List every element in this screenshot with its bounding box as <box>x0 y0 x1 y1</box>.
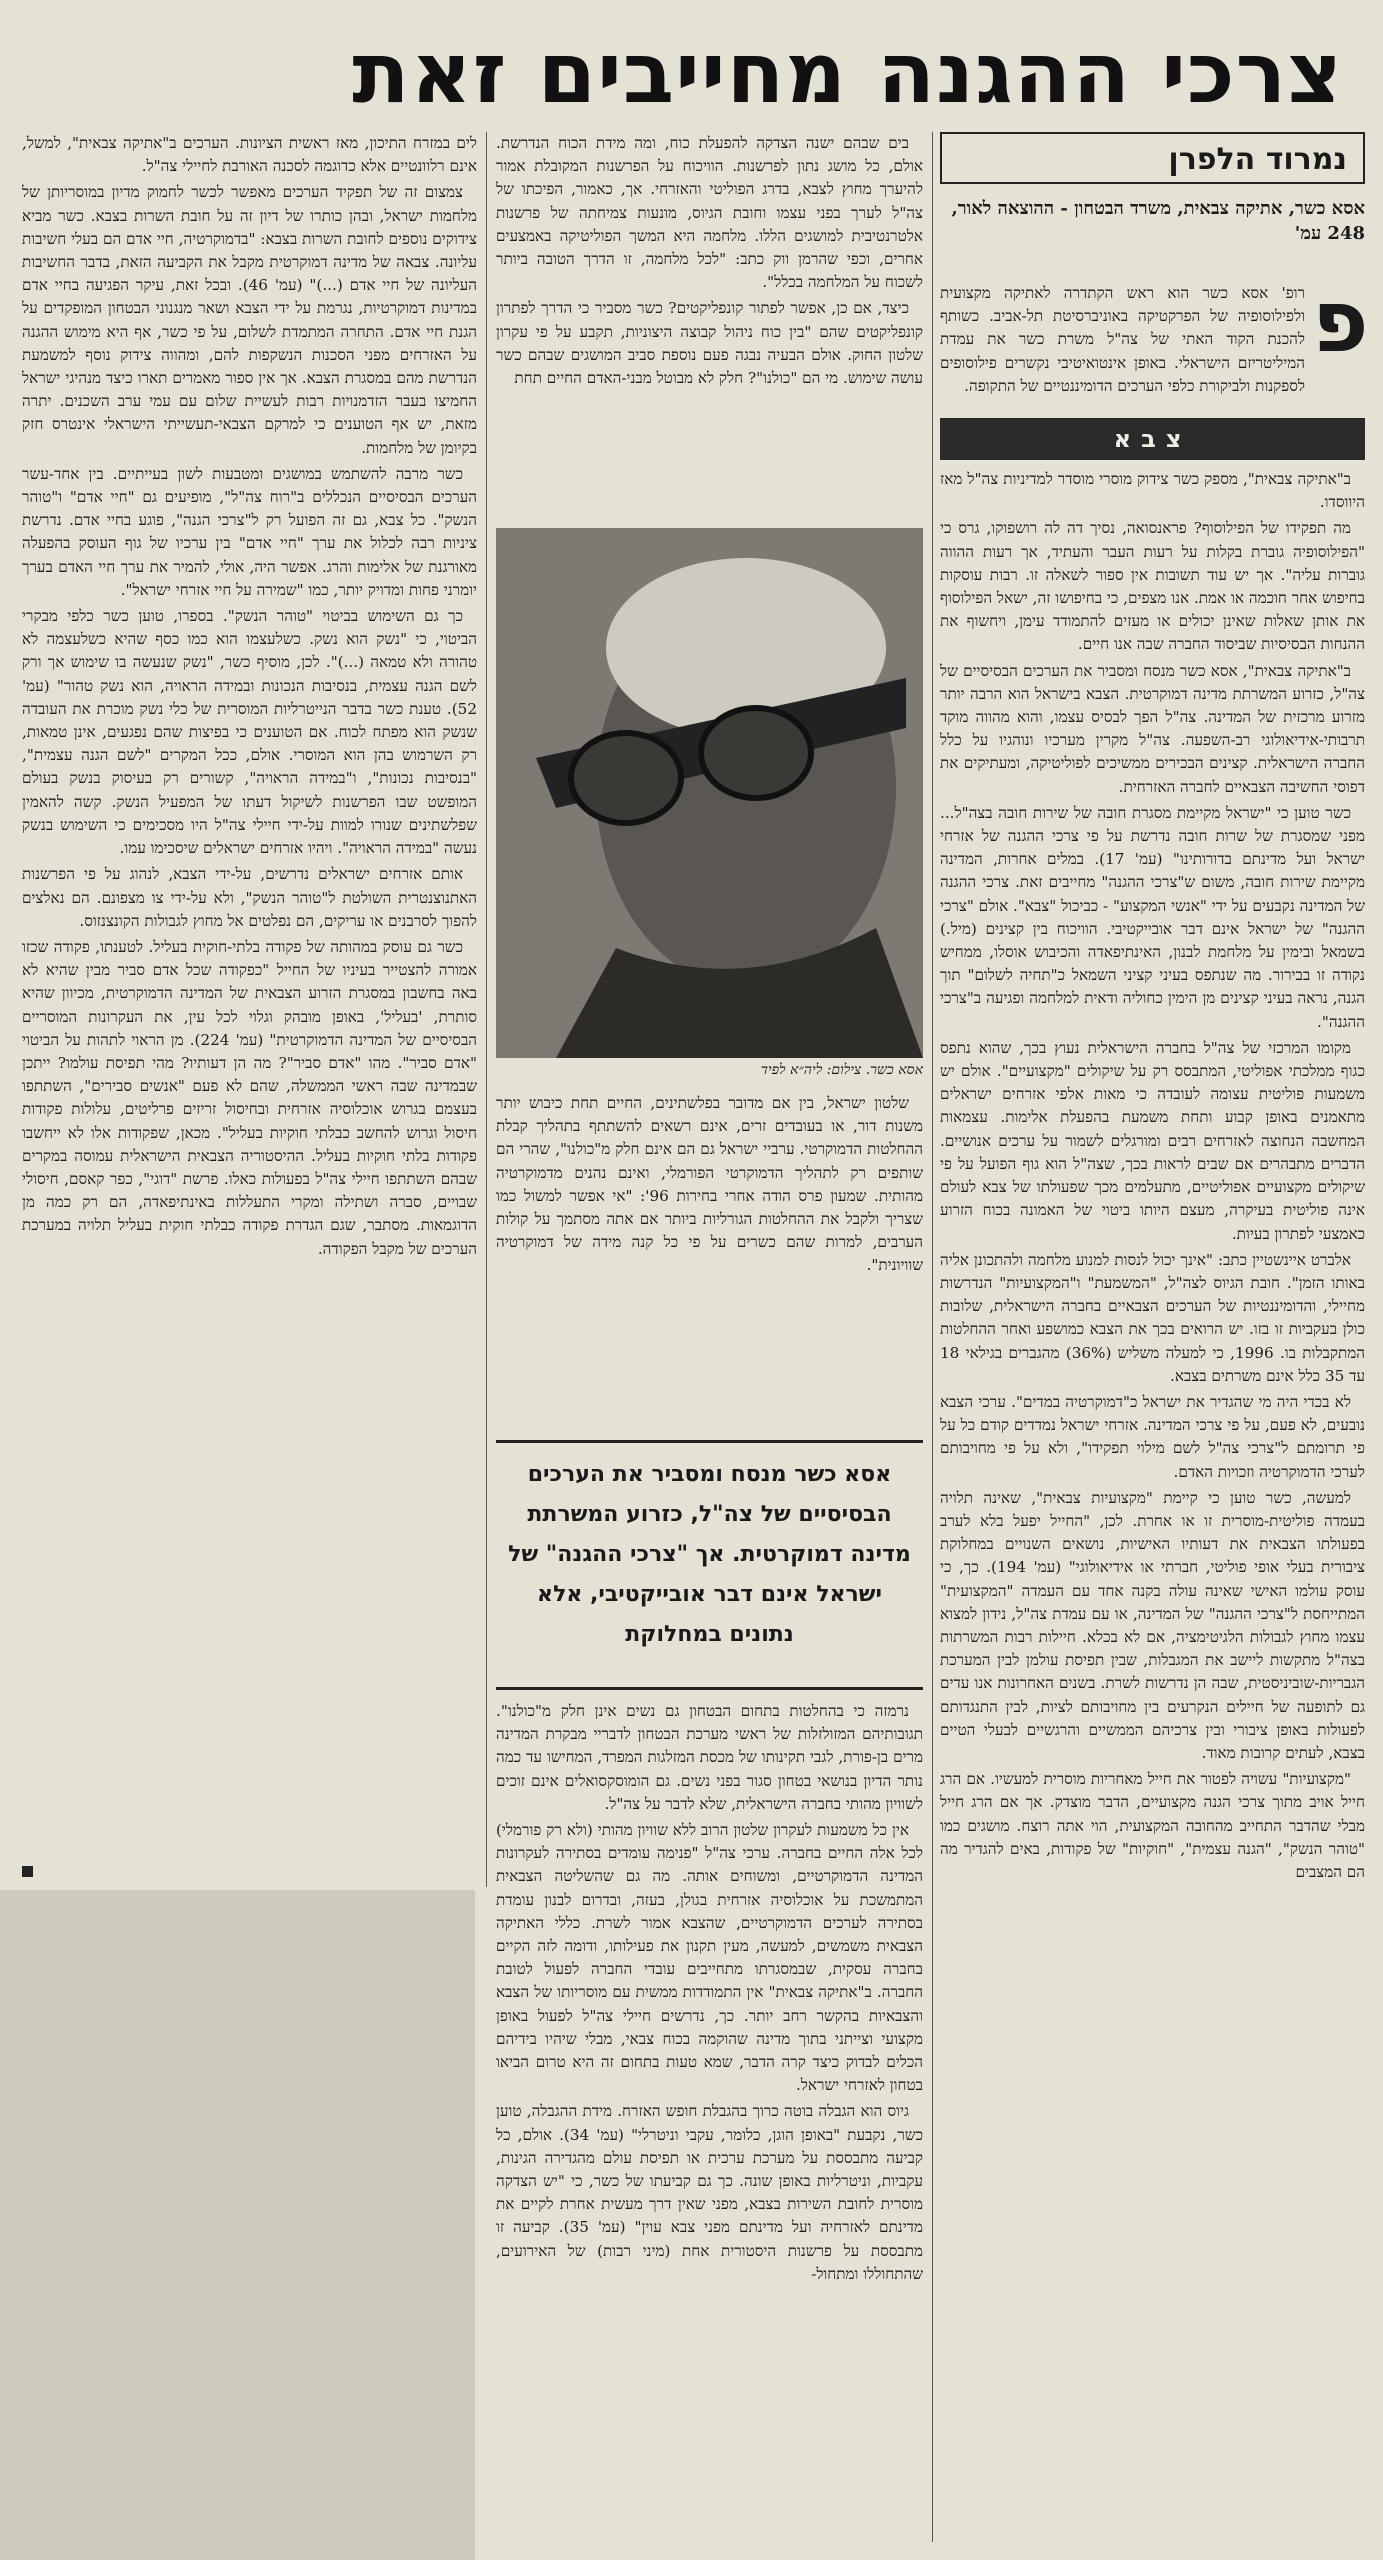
paragraph: מה תפקידו של הפילוסוף? פראנסואה, נסיך דה לה רושפוקו, גרס כי "הפילוסופיה גוברת בקלות על רעות העבר והעתיד, אך רעות ההווה גוברות עליה". אך יש עוד תשובות אין ספור לשאלה זו. רבות עוסקות בחיפוש אחר חוכמה או אמת. אנו מצפים, כי בחיפושו זה, ישאל הפילוסוף את אותן שאלות שאינן יכולים או מעזים להתמודד עימן, ויחשוף את ההנחות הבסיסיות שביסוד החברה שבה אנו חיים. <box>940 519 1365 654</box>
headline: צרכי ההגנה מחייבים זאת <box>352 24 1343 122</box>
paragraph: לא בכדי היה מי שהגדיר את ישראל כ"דמוקרטיה במדים". ערכי הצבא נובעים, לא פעם, על פי צרכי המדינה. אזרחי ישראל נמדדים קודם כל על פי תרומתם ל"צרכי צה"ל לשם מילוי תפקידו", ולא על פי מחויבותם לערכי הדמוקרטיה וזכויות האדם. <box>940 1392 1365 1481</box>
paragraph: צמצום זה של תפקיד הערכים מאפשר לכשר לחמוק מדיון במוסריותן של מלחמות ישראל, ובהן כותרו של דיון זה על חובת השרות בצבא. כשר מביא צידוקים נוספים לחובת השרות בצבא: "בדמוקרטיה, חיי אדם הם בעלי חשיבות עליונה. צבאה של מדינה דמוקרטית מקבל את הקביעה הזאת, בדבר החשיבות העליונה של חיי אדם (...)" (עמ' 46). ובכל זאת, עיקר הפגיעה בחיי אדם במדינות דמוקרטיות, נגרמת על ידי הצבא ושאר מנגנוני הבטחון המופקדים על הגנת חיי אדם. התחרה המתמדת לשלום, על פי כשר, אף היא מימוש ההגנה על האזרחים מפני הסכנות הנשקפות להם, ומהווה צידוק נוסף למשמעת הנדרשת מהם במסגרת הצבא. אך אין ספור מאמרים תארו כיצד מנהיגי ישראל החמיצו בעבר הזדמנויות רבות לעשיית שלום עם עמי ערב השכנים. יתרה מזאת, יש אף הטוענים כי למרקם הצבאי-תעשייתי הישראלי אינטרס חזק בקיומן של מלחמות. <box>22 183 477 457</box>
middle-column-bottom <box>496 1700 923 2550</box>
end-of-article-mark <box>22 1866 33 1877</box>
photo-caption: אסא כשר. צילום: ליה״א לפיד <box>760 1062 923 1078</box>
section-label: צבא <box>940 418 1365 460</box>
middle-column-top <box>496 132 923 522</box>
book-info: אסא כשר, אתיקה צבאית, משרד הבטחון - ההוצאה לאור, 248 עמ' <box>951 198 1365 244</box>
paragraph: נרמזה כי בהחלטות בתחום הבטחון גם נשים אינן חלק מ"כולנו". תגובותיהם המזולזלות של ראשי מערכת הבטחון לדבריי מבקרת המדינה מרים בן-פורת, לגבי תקינותו של מכסת המזלגות המפרד, המחישו עד כמה נותר הדיון בנושאי בטחון סגור בפני נשים. גם הומוסקסואלים אינם זוכים לשוויון מהותי בחברה הישראלית, שלא לדבר על צה"ל. <box>496 1702 923 1813</box>
left-column <box>22 132 477 1877</box>
middle-column-mid <box>496 1092 923 1432</box>
paragraph: אותם אזרחים ישראלים נדרשים, על-ידי הצבא, לנהוג על פי הפרשנות האתנוצנטרית השולטת ל"טוהר הנשק", ולא על-ידי צו מצפונם. הם נאלצים להפוך לסרבנים או עריקים, הם נפלטים אל מחוץ לגבולות הקונצנזוס. <box>22 865 477 930</box>
paragraph: "מקצועיות" עשויה לפטור את חייל מאחריות מוסרית למעשיו. אם הרג חייל אויב מתוך צרכי הגנה מקצועיים, הדבר מוצדק. אך אם הרג חייל מבלי שהדבר התחייב מהחובה המקצועית, הוי אתה רוצח. מושגים כמו "טוהר הנשק", "הגנה עצמית", "חוקיות" של פקודות, באים להגדיר מה הם המצבים <box>940 1770 1365 1881</box>
torn-paper-edge <box>0 1890 475 2560</box>
portrait-image <box>496 528 923 1058</box>
paragraph: שלטון ישראל, בין אם מדובר בפלשתינים, החיים תחת כיבוש יותר משנות דור, או בעובדים זרים, אינם רשאים להשתתף בתהליך קבלת ההחלטות הדמוקרטי. ערביי ישראל גם הם אינם חלק מ"כולנו", שהרי הם שותפים רק לתהליך הדמוקרטי הפורמלי, ואינם נהנים מדמוקרטיה מהותית. שמעון פרס הודה אחרי בחירות 96': "אי אפשר למשול כמו שצריך ולקבל את ההחלטות הגורליות ביותר אם אתה מסתמך על קולות הערבים, למרות שהם כשרים על פי כל קנה מידה של דמוקרטיה שוויונית". <box>496 1094 923 1275</box>
paragraph: כשר טוען כי "ישראל מקיימת מסגרת חובה של שירות חובה בצה"ל... מפני שמסגרת של שרות חובה נדרשת על פי צרכי ההגנה של אזרחי ישראל ועל מדינתם בדורותינו" (עמ' 17). במלים אחרות, המדינה מקיימת שירות חובה, משום ש"צרכי ההגנה" מחייבים זאת. צרכי ההגנה של המדינה נקבעים על ידי "אנשי המקצוע" - כביכול "צבא". אולם "צרכי ההגנה" של ישראל אינם דבר אובייקטיבי. הוויכוח בין קצינים (מיל.) בשמאל ובימין על מלחמת לבנון, האינתיפאדה והכיבוש אוסלו, ממחיש נקודה זו בבירור. מה שנתפס בעיני קציני השמאל כ"תחיה לשלום" תוך הגנה, נראה בעיני קצינים מן הימין כחוליה ודאית למלחמה ופגיעה ב"צרכי ההגנה". <box>940 803 1365 1031</box>
paragraph: אין כל משמעות לעקרון שלטון הרוב ללא שוויון מהותי (ולא רק פורמלי) לכל אלה החיים בחברה. ערכי צה"ל "פנימה עומדים בסתירה לעקרונות המדינה הדמוקרטיים, ומשוחים אותה. מה גם שהשליטה הצבאית המתמשכת על אוכלוסיה אזרחית בגולן, בעזה, ובדרום לבנון עומדת בסתירה לערכים הדמוקרטיים, שהצבא אמור לשרת. כללי האתיקה הצבאית משמשים, למעשה, מעין תקנון את פעילותו, ודומה לזה הקיים בחברה עסקית, שבמסגרתו מתחייבים עובדי החברה לפעול לטובת החברה. ב"אתיקה צבאית" אין התמודדות ממשית עם מוסריותו של הצבא והצבאיות בהקשר רחב יותר. כך, נדרשים חיילי צה"ל לפעול באופן מקצועי וצייתני בתוך מדינה שהוקמה בכוח צבאי, מבלי שיהיו בידיהם הכלים לבדוק כיצד קרה הדבר, שמא טעות בתחום זה היא טרום הביאו בטחון לאזרחי ישראל. <box>496 1821 923 2095</box>
pull-quote: אסא כשר מנסח ומסביר את הערכים הבסיסיים של צה"ל, כזרוע המשרתת מדינה דמוקרטית. אך "צרכי ההגנה" של ישראל אינם דבר אובייקטיבי, אלא נתונים במחלוקת <box>496 1440 923 1690</box>
paragraph: ב"אתיקה צבאית", אסא כשר מנסח ומסביר את הערכים הבסיסיים של צה"ל, כזרוע המשרתת מדינה דמוקרטית. הצבא בישראל הוא הרבה יותר מזרוע מרכזית של המדינה. צה"ל הפך לבסיס עצמו, והוא מהווה מוקד תרבותי-אידיאולוגי רב-השפעה. צה"ל מקרין מערכיו ונוהגיו על כלל החברה הישראלית. קצינים הבכירים ממשיכים לפוליטיקה, ומעתיקים את דפוסי החשיבה הצבאיים לחברה האזרחית. <box>940 661 1365 796</box>
paragraph: אלברט איינשטיין כתב: "אינך יכול לנסות למנוע מלחמה ולהתכונן אליה באותו הזמן". חובת הגיוס לצה"ל, "המשמעת" ו"המקצועיות" הנדרשות מחיילי, והדומיננטיות של הערכים הצבאיים בחברה הישראלית, שלובות כולן בעקביות זו בזו. יש הרואים בכך את הצבא כמושפע ואחר ההחלטות המתקבלות בו. 1996, כי למעלה משליש (36%) מהגברים בגילאי 18 עד 35 כלל אינם משרתים בצבא. <box>940 1250 1365 1385</box>
right-column <box>940 468 1365 2548</box>
paragraph: למעשה, כשר טוען כי קיימת "מקצועיות צבאית", שאינה תלויה בעמדה פוליטית-מוסרית זו או אחרת. לכן, "החייל יפעל בלא לערב בפעולתו הצבאית את דעותיו האישיות, נושאים השנויים במחלוקת ציבורית בעלי אופי פוליטי, חברתי או אידיאולוגי" (עמ' 194). כך, כי עוסק עולמו האישי שאינה עולה בקנה אחד עם העמדה "המקצועית" המתייחסת ל"צרכי ההגנה" של המדינה, או עם עמדת צה"ל, נידון למצוא עצמו מחוץ לגבולות הלגיטימציה, אם לא בכלא. חיילות רבות המשרתות בצה"ל מתקשות ליישב את המגבלות, שבין תפיסת עולמן לבין המערכת הגבריות-שוביניסטית, שבה הן נדרשות לשרת. בשנים האחרונות אנו עדים גם לתופעה של חיילים הנקרעים בין מחויבותם לציות, לבין התנגדותם לפעולות באופן ציבורי ובין צרכיהם הממשיים והרגשיים לבעלי הטיים בצבא, לעתים קרובות מאוד. <box>940 1488 1365 1762</box>
author-photo <box>496 528 923 1058</box>
author-byline: נמרוד הלפרן <box>940 132 1365 184</box>
paragraph: לים במזרח התיכון, מאז ראשית הציונות. הערכים ב"אתיקה צבאית", למשל, אינם רלוונטיים אלא כדוגמה לסכנה האורבת לחיילי צה"ל. <box>22 134 477 176</box>
intro-text <box>940 282 1305 414</box>
paragraph: כשר גם עוסק במהותה של פקודה בלתי-חוקית בעליל. לטענתו, פקודה שכזו אמורה להצטייר בעיניו של החייל "כפקודה שכל אדם סביר מבין שהיא לא באה בחשבון במסגרת הזרוע הצבאית של המדינה הדמוקרטית, מכיוון שהיא סותרת, 'בעליל', באופן מובהק וגלוי לכל עין, את העקרונות המוסריים הבסיסיים של המדינה הדמוקרטית" (עמ' 224). מן הראוי לתהות על הביטוי "אדם סביר". מהו "אדם סביר"? מה הן דעותיו? מהי תפיסת עולמו? ייתכן שבמדינה שבה ראשי הממשלה, שהם לא פעם "אנשים סבירים", השתתפו בעצמם בגרוש אוכלוסיה אזרחית ובחיסול זריזים פרליטים, עלולות פקודות חיסול וגרוש להחשב כבלתי חוקיות בעליל". מכאן, שפקודות אלו לא ייחשבו פקודות בלתי חוקיות בעליל. ההיסטוריה הצבאית הישראלית עמוסה במקרים שבהם השתתפו חיילי צה"ל בפעולות כאלו. פרשת "דוגי", כפר קאסם, חיסולי שבויים, סברה ושתילה ומקרי התעללות באינתיפאדה, הם רק כמה מן הדוגמאות. מסתבר, שגם הגדרת פקודה כבלתי חוקית בעליל תלויה במערכת הערכים של מקבל הפקודה. <box>22 937 477 1258</box>
paragraph: ב"אתיקה צבאית", מספק כשר צידוק מוסרי מוסדר למדיניות צה"ל מאז היווסדו. <box>940 470 1365 512</box>
paragraph: כשר מרבה להשתמש במושגים ומטבעות לשון בעייתיים. בין אחד-עשר הערכים הבסיסיים הנכללים ב"רוח צה"ל", מופיעים גם "חיי אדם" ו"טוהר הנשק". כל צבא, גם זה הפועל רק ל"צרכי הגנה", פוגע בחיי אדם. נדרשת ציניות רבה לכלול את ערך "חיי אדם" בין ערכיו של גוף העוסק בהפעלה מאורגנת של אלימות והרג. אפשר היה, אולי, להמיר את ערך חיי האדם בערך יומרני פחות ומדויק יותר, כמו "שמירה על חיי אזרחי ישראל". <box>22 464 477 599</box>
paragraph: כך גם השימוש בביטוי "טוהר הנשק". בספרו, טוען כשר כלפי מבקרי הביטוי, כי "נשק הוא נשק. כשלעצמו הוא כמו כסף שהיא כשלעצמה לא טהורה ולא טמאה (...)". לכן, מוסיף כשר, "נשק שנעשה בו שימוש אך ורק לשם הגנה עצמית, בנסיבות הנכונות ובמידה הראויה, הוא נשק טהור" (עמ' 52). טענת כשר בדבר הנייטרליות המוסרית של כלי נשק מוכרת את העובדה שנשק הוא מפתח לכוח. אם הטוענים כי בפיצות שהם נפגעים, אינן טמאות, רק השרמוש בהן הוא המוסרי. אולם, ככל המקרים "לשם הגנה עצמית", "בנסיבות נכונות", ו"במידה הראויה", קשורים רק בעיסוק בנשק בעולם המופשט שבו הפרשנות לשיקול דעתו של המפעיל הנשק. קשה להאמין שפלשתינים שנורו למוות על-ידי חיילי צה"ל היו מסכימים כי השימוש בנשק נעשה "במידה הראויה". ויהיו אזרחים ישראלים שיסכימו עמו. <box>22 607 477 858</box>
drop-cap: פ <box>1312 272 1369 372</box>
paragraph: גיוס הוא הגבלה בוטה כרוך בהגבלת חופש האזרח. מידת ההגבלה, טוען כשר, נקבעת "באופן הוגן, כלומר, עקבי וניטרלי" (עמ' 34). אולם, כל קביעה מתבססת על מערכת ערכית או תפיסת עולם מהגדירה הגינות, עקביות, וניטרליות באופן שונה. כך גם קביעתו של כשר, כי "יש הצדקה מוסרית לחובת השירות בצבא, מפני שאין דרך מעשית אחרת לקיים את מדינתם לאזרחיה ועל מדינתם מפני צבא עוין" (עמ' 35). קביעה זו מתבססת על פרשנות היסטורית אחת (מיני רבות) של האירועים, שהתחוללו ומתחול- <box>496 2102 923 2283</box>
paragraph: מקומו המרכזי של צה"ל בחברה הישראלית נעוץ בכך, שהוא נתפס כגוף ממלכתי אפוליטי, המתבסס רק על שיקולים "מקצועיים". אולם יש משמעות פוליטית עצומה לעובדה כי מאות אלפי אזרחים ישראלים מתאמנים באופן קבוע ותחת משמעת בהפעלת אלימות. עצמאות המחשבה הנחוצה לאזרחים רבים ומורגלים לשמור על ערכים אנושיים. הדברים מתבהרים אם שבים לראות בכך, שצה"ל הוא גוף הפועל על פי שיקולים מקצועיים אפוליטיים, מתעלמים מכך שפעולתו של צבא לעולם אינה פוליטית בעיקרה, מעצם היותו ביטוי של האמונה בכוח הזרוע כאמצעי לפתרון בעיות. <box>940 1038 1365 1243</box>
column-divider <box>932 132 933 2542</box>
intro-paragraph: רופ' אסא כשר הוא ראש הקתדרה לאתיקה מקצועית ולפילוסופיה של הפרקטיקה באוניברסיטת תל-אביב. כשותף להכנת הקוד האתי של צה"ל משרת כשר את עמדת המיליטריזם הישראלי. באופן אינטואיטיבי נקשרים פילוסופים לספקנות ולביקורת כלפי הערכים הדומיננטיים של התקופה. <box>940 284 1305 395</box>
paragraph: כיצד, אם כן, אפשר לפתור קונפליקטים? כשר מסביר כי הדרך לפתרון קונפליקטים שהם "בין כוח ניהול קבוצה היצוניות, תקבע על פי עקרון שלטון החוק. אולם הבעיה נבגה פעם נוספת סביב המושגים שבהם כשר עושה שימוש. מי הם "כולנו"? חלק לא מבוטל מבני-האדם החיים תחת <box>496 299 923 388</box>
column-divider <box>486 132 487 1887</box>
paragraph: בים שבהם ישנה הצדקה להפעלת כוח, ומה מידת הכוח הנדרשת. אולם, כל מושג נתון לפרשנות. הוויכוח על הפרשנות המקובלת אמור להיערך מחוץ לצבא, בדרג הפוליטי והאזרחי. אך, כאמור, הפיכתו של צה"ל לערך בפני עצמו וחובת הגיוס, מונעות צמיחתה של פרשנות אלטרנטיבית למושגים הללו. מלחמה היא המשך הפוליטיקה באמצעים אחרים, וכפי שהרמן ווק כתב: "לכל מלחמה, זו הדרך הטובה ביותר לשכוח על המלחמה בכלל". <box>496 134 923 292</box>
